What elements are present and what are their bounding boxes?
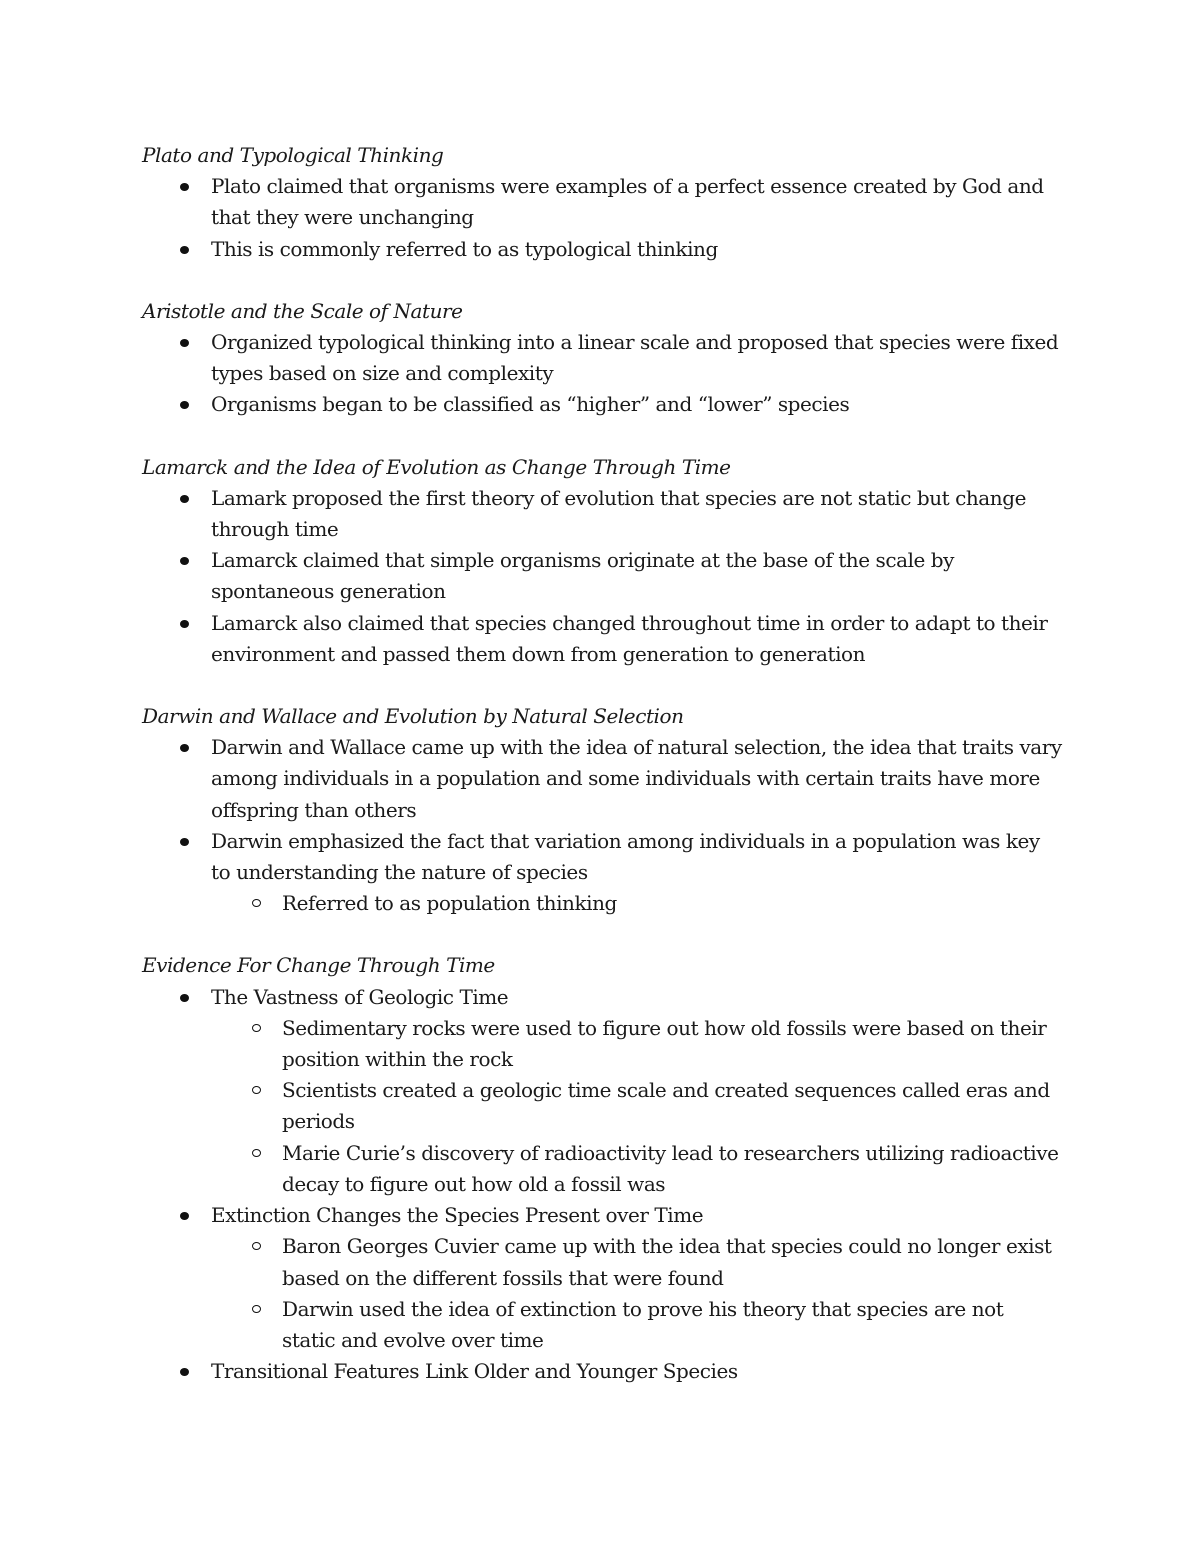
notes-body [142, 140, 1062, 1418]
section-heading: Evidence For Change Through Time [142, 953, 495, 978]
sub-list-item-text: Scientists created a geologic time scale and created sequences called eras and periods [282, 1078, 1050, 1134]
section-darwin-wallace [142, 701, 1062, 919]
list-item [142, 1200, 1062, 1356]
section-aristotle [142, 296, 1062, 421]
bullet-list [142, 732, 1062, 919]
sub-list-item [213, 1231, 1062, 1293]
sub-list-item [213, 1138, 1062, 1200]
bullet-list [142, 171, 1062, 265]
list-item [142, 234, 1062, 265]
sub-bullet-list [213, 1231, 1062, 1356]
section-plato [142, 140, 1062, 265]
sub-bullet-list [213, 888, 1062, 919]
list-item [142, 1356, 1062, 1387]
section-evidence [142, 950, 1062, 1387]
list-item [142, 545, 1062, 607]
sub-list-item [213, 1013, 1062, 1075]
section-heading: Aristotle and the Scale of Nature [142, 298, 463, 323]
list-item-text: Lamarck also claimed that species changed throughout time in order to adapt to their environment and passed them down from generation to generation [211, 610, 1048, 666]
section-heading: Lamarck and the Idea of Evolution as Change Through Time [142, 454, 731, 479]
sub-list-item-text: Referred to as population thinking [282, 891, 617, 916]
list-item-text: Plato claimed that organisms were examples of a perfect essence created by God and that they were unchanging [211, 174, 1044, 230]
list-item [142, 608, 1062, 670]
list-item [142, 171, 1062, 233]
list-item-text: Lamark proposed the first theory of evolution that species are not static but change through time [211, 485, 1026, 542]
section-heading: Plato and Typological Thinking [142, 143, 444, 167]
list-item-text: Darwin emphasized the fact that variation among individuals in a population was key to understanding the nature of species [211, 828, 1040, 885]
bullet-list [142, 982, 1062, 1388]
sub-list-item-text: Sedimentary rocks were used to figure out how old fossils were based on their position within the rock [282, 1015, 1047, 1072]
section-lamarck [142, 452, 1062, 670]
list-item [142, 982, 1062, 1200]
list-item [142, 483, 1062, 545]
sub-bullet-list [213, 1013, 1062, 1200]
list-item [142, 732, 1062, 826]
bullet-list [142, 483, 1062, 670]
list-item-text: This is commonly referred to as typological thinking [211, 236, 718, 261]
list-item-text: Darwin and Wallace came up with the idea of natural selection, the idea that traits vary among individuals in a population and some individuals with certain traits have more offspring than others [211, 735, 1062, 822]
sub-list-item [213, 888, 1062, 919]
sub-list-item-text: Marie Curie’s discovery of radioactivity lead to researchers utilizing radioactive decay to figure out how old a fossil was [282, 1140, 1059, 1196]
list-item-text: Transitional Features Link Older and Younger Species [211, 1359, 738, 1384]
sub-list-item-text: Baron Georges Cuvier came up with the idea that species could no longer exist based on the different fossils that were found [282, 1234, 1052, 1290]
list-item [142, 327, 1062, 389]
sub-list-item [213, 1294, 1062, 1356]
section-heading: Darwin and Wallace and Evolution by Natural Selection [142, 704, 684, 729]
list-item-text: Extinction Changes the Species Present over Time [211, 1203, 704, 1228]
list-item [142, 389, 1062, 420]
list-item-text: Organisms began to be classified as “higher” and “lower” species [211, 392, 850, 417]
bullet-list [142, 327, 1062, 421]
list-item-text: The Vastness of Geologic Time [211, 984, 509, 1009]
list-item-text: Organized typological thinking into a linear scale and proposed that species were fixed types based on size and complexity [211, 330, 1059, 386]
list-item-text: Lamarck claimed that simple organisms originate at the base of the scale by spontaneous generation [211, 548, 955, 604]
sub-list-item-text: Darwin used the idea of extinction to prove his theory that species are not static and evolve over time [282, 1296, 1004, 1352]
sub-list-item [213, 1075, 1062, 1137]
list-item [142, 826, 1062, 920]
